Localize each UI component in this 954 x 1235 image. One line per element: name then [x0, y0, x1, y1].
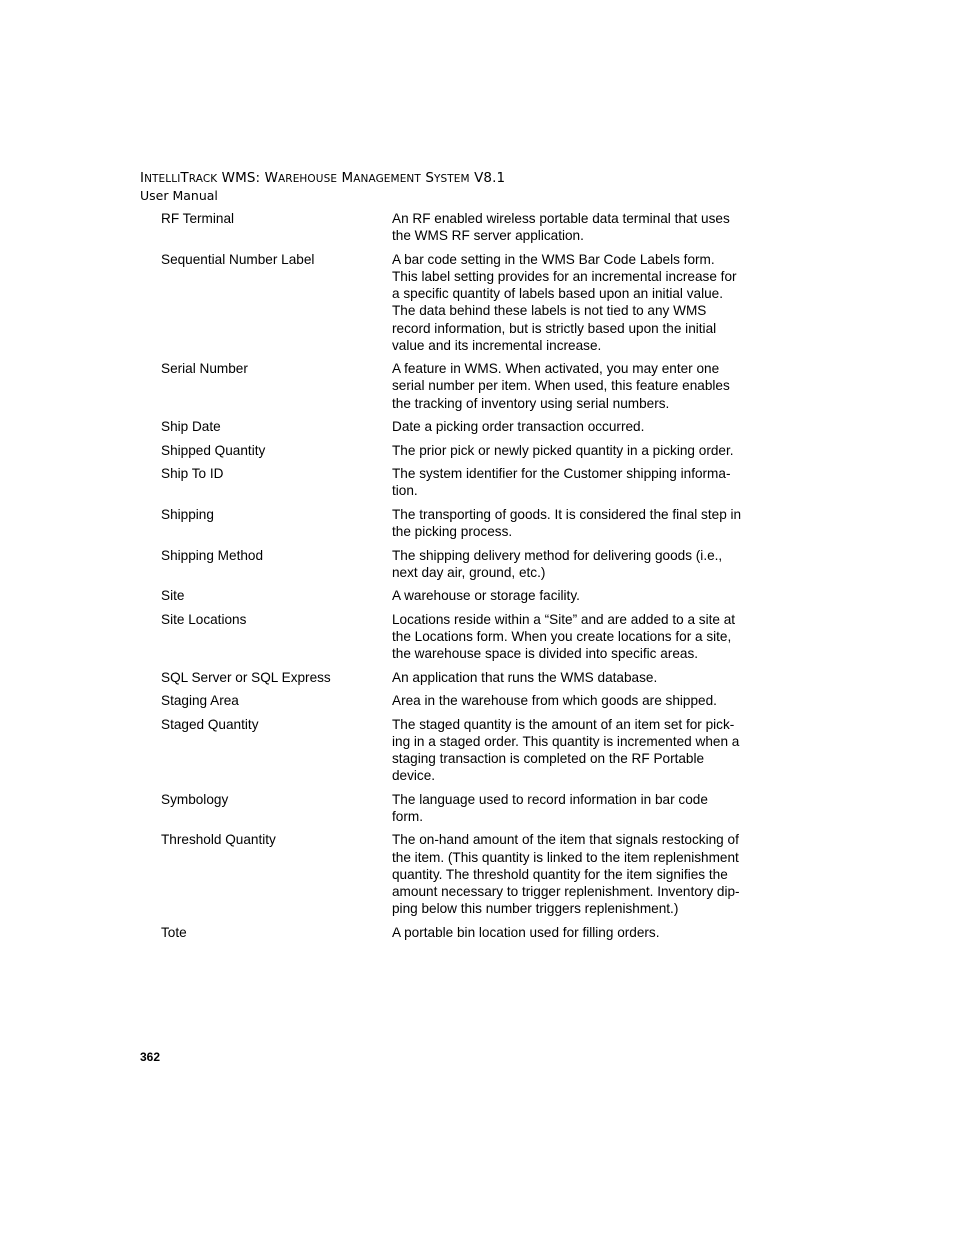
definition-line: The on-hand amount of the item that signals restocking of — [392, 832, 739, 848]
glossary-definition — [392, 506, 752, 540]
definition-line: a specific quantity of labels based upon an initial value. — [392, 286, 723, 302]
definition-line: the Locations form. When you create locations for a site, — [392, 628, 732, 644]
definition-line: The data behind these labels is not tied to any WMS — [392, 303, 707, 319]
definition-line: ing in a staged order. This quantity is incremented when a — [392, 733, 740, 749]
glossary-term: Ship Date — [161, 419, 221, 435]
glossary-definition — [392, 547, 752, 581]
title-segment: RACK — [188, 173, 218, 185]
glossary-term: Shipping — [161, 506, 214, 522]
title-segment: T — [180, 170, 189, 186]
definition-line: staging transaction is completed on the RF Portable — [392, 751, 705, 767]
title-segment: I — [140, 170, 145, 186]
definition-line: amount necessary to trigger replenishment. Inventory dip- — [392, 884, 740, 900]
glossary-entry — [161, 360, 761, 412]
glossary-term: Shipping Method — [161, 547, 264, 563]
glossary-term: Serial Number — [161, 361, 248, 377]
title-segment: ANAGEMENT — [353, 173, 421, 185]
definition-line: serial number per item. When used, this feature enables — [392, 378, 730, 394]
glossary-term: Tote — [161, 924, 187, 940]
definition-line: The language used to record information in bar code — [392, 791, 708, 807]
glossary-entry — [161, 210, 761, 244]
definition-line: Locations reside within a “Site” and are added to a site at — [392, 611, 736, 627]
definition-line: the item. (This quantity is linked to the item replenishment — [392, 849, 739, 865]
definition-line: Date a picking order transaction occurred. — [392, 419, 645, 435]
title-segment: W — [264, 170, 279, 186]
definition-line: quantity. The threshold quantity for the item signifies the — [392, 866, 728, 882]
definition-line: The transporting of goods. It is considered the final step in — [392, 506, 742, 522]
definition-line: the WMS RF server application. — [392, 228, 584, 244]
definition-line: next day air, ground, etc.) — [392, 564, 546, 580]
glossary-definition — [392, 924, 752, 941]
title-segment: M — [341, 170, 354, 186]
title-segment: V — [474, 170, 484, 186]
glossary-term: Staging Area — [161, 693, 239, 709]
glossary-term: Site — [161, 588, 185, 604]
glossary-definition — [392, 831, 752, 917]
glossary-entry — [161, 669, 761, 686]
glossary-definition — [392, 791, 752, 825]
running-header — [140, 170, 505, 204]
definition-line: A bar code setting in the WMS Bar Code Labels form. — [392, 251, 715, 267]
definition-line: the picking process. — [392, 524, 513, 540]
glossary-definition — [392, 465, 752, 499]
glossary-entry — [161, 442, 761, 459]
glossary-term: Shipped Quantity — [161, 442, 266, 458]
glossary-entry — [161, 418, 761, 435]
definition-line: tion. — [392, 483, 418, 499]
title-segment: NTELLI — [144, 173, 181, 185]
glossary-entry — [161, 791, 761, 825]
definition-line: An application that runs the WMS database. — [392, 669, 658, 685]
glossary-term: Symbology — [161, 791, 229, 807]
definition-line: the tracking of inventory using serial numbers. — [392, 395, 670, 411]
glossary-entry — [161, 251, 761, 354]
glossary-definition — [392, 669, 752, 686]
title-segment: S — [425, 170, 434, 186]
definition-line: ping below this number triggers replenishment.) — [392, 901, 679, 917]
glossary-entry — [161, 831, 761, 917]
glossary-term: Ship To ID — [161, 466, 224, 482]
glossary-list — [161, 210, 761, 947]
title-segment: 8.1 — [483, 170, 506, 186]
glossary-definition — [392, 587, 752, 604]
glossary-definition — [392, 210, 752, 244]
glossary-entry — [161, 587, 761, 604]
title-segment: WMS: — [217, 170, 265, 186]
glossary-entry — [161, 716, 761, 785]
title-segment: YSTEM — [433, 173, 470, 185]
glossary-definition — [392, 611, 752, 663]
glossary-entry — [161, 611, 761, 663]
glossary-definition — [392, 692, 752, 709]
definition-line: value and its incremental increase. — [392, 337, 602, 353]
definition-line: record information, but is strictly based upon the initial — [392, 320, 717, 336]
glossary-entry — [161, 465, 761, 499]
glossary-term: Site Locations — [161, 611, 247, 627]
glossary-term: RF Terminal — [161, 211, 235, 226]
glossary-definition — [392, 716, 752, 785]
glossary-definition — [392, 442, 752, 459]
definition-line: A warehouse or storage facility. — [392, 588, 580, 604]
definition-line: The staged quantity is the amount of an item set for pick- — [392, 716, 735, 732]
glossary-term: Threshold Quantity — [161, 832, 276, 848]
definition-line: Area in the warehouse from which goods are shipped. — [392, 693, 717, 709]
document-subtitle: User Manual — [140, 188, 218, 203]
definition-line: A feature in WMS. When activated, you may enter one — [392, 361, 720, 377]
definition-line: form. — [392, 808, 423, 824]
definition-line: The shipping delivery method for delivering goods (i.e., — [392, 547, 723, 563]
document-title — [140, 170, 505, 188]
glossary-entry — [161, 506, 761, 540]
definition-line: the warehouse space is divided into specific areas. — [392, 646, 699, 662]
definition-line: This label setting provides for an incremental increase for — [392, 268, 737, 284]
glossary-term: SQL Server or SQL Express — [161, 669, 331, 685]
page-number: 362 — [140, 1050, 161, 1064]
definition-line: A portable bin location used for filling orders. — [392, 924, 660, 940]
definition-line: device. — [392, 768, 436, 784]
glossary-term: Sequential Number Label — [161, 251, 315, 267]
glossary-term: Staged Quantity — [161, 716, 259, 732]
definition-line: The system identifier for the Customer shipping informa- — [392, 466, 731, 482]
definition-line: An RF enabled wireless portable data terminal that uses — [392, 211, 730, 226]
glossary-entry — [161, 547, 761, 581]
glossary-definition — [392, 360, 752, 412]
glossary-definition — [392, 251, 752, 354]
glossary-definition — [392, 418, 752, 435]
glossary-entry — [161, 924, 761, 941]
definition-line: The prior pick or newly picked quantity in a picking order. — [392, 442, 734, 458]
title-segment: AREHOUSE — [278, 173, 338, 185]
glossary-entry — [161, 692, 761, 709]
